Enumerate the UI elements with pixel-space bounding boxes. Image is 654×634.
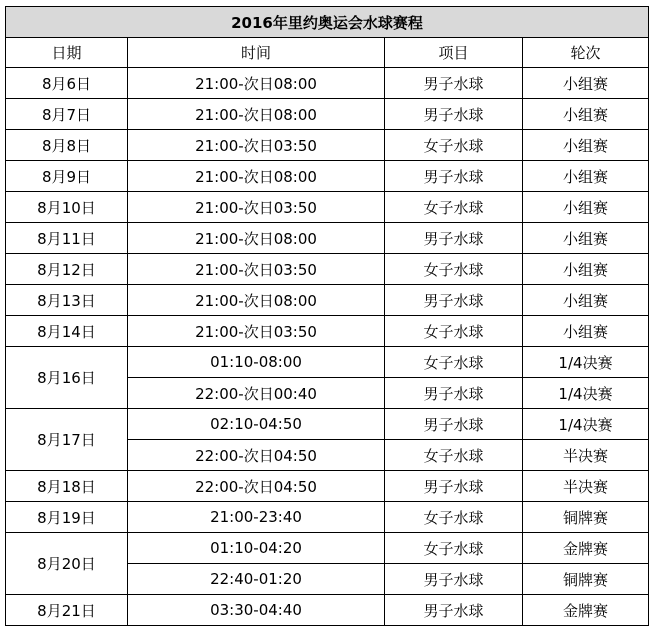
event-cell: 男子水球 — [385, 68, 523, 99]
event-cell: 男子水球 — [385, 285, 523, 316]
time-cell: 21:00-次日03:50 — [128, 254, 385, 285]
round-cell: 半决赛 — [523, 440, 649, 471]
time-cell: 01:10-08:00 — [128, 347, 385, 378]
table-row — [6, 502, 649, 533]
header-row — [6, 38, 649, 68]
time-cell: 21:00-次日08:00 — [128, 68, 385, 99]
date-cell: 8月21日 — [6, 595, 128, 626]
table-row — [6, 409, 649, 440]
round-cell: 铜牌赛 — [523, 564, 649, 595]
time-cell: 22:00-次日04:50 — [128, 440, 385, 471]
table-row — [6, 316, 649, 347]
time-cell: 22:00-次日04:50 — [128, 471, 385, 502]
table-row — [6, 130, 649, 161]
date-cell: 8月13日 — [6, 285, 128, 316]
event-cell: 男子水球 — [385, 595, 523, 626]
event-cell: 女子水球 — [385, 347, 523, 378]
event-cell: 女子水球 — [385, 440, 523, 471]
table-row — [6, 223, 649, 254]
time-cell: 22:00-次日00:40 — [128, 378, 385, 409]
event-cell: 男子水球 — [385, 409, 523, 440]
round-cell: 小组赛 — [523, 192, 649, 223]
date-cell: 8月17日 — [6, 409, 128, 471]
event-cell: 男子水球 — [385, 99, 523, 130]
round-cell: 铜牌赛 — [523, 502, 649, 533]
event-cell: 女子水球 — [385, 254, 523, 285]
event-cell: 女子水球 — [385, 533, 523, 564]
date-cell: 8月20日 — [6, 533, 128, 595]
event-cell: 女子水球 — [385, 130, 523, 161]
date-cell: 8月16日 — [6, 347, 128, 409]
table-row — [6, 161, 649, 192]
round-cell: 小组赛 — [523, 285, 649, 316]
table-row — [6, 533, 649, 564]
round-cell: 小组赛 — [523, 130, 649, 161]
header-date: 日期 — [6, 38, 128, 68]
date-cell: 8月7日 — [6, 99, 128, 130]
event-cell: 女子水球 — [385, 502, 523, 533]
time-cell: 21:00-次日08:00 — [128, 285, 385, 316]
round-cell: 小组赛 — [523, 99, 649, 130]
time-cell: 21:00-次日03:50 — [128, 192, 385, 223]
event-cell: 女子水球 — [385, 316, 523, 347]
table-row — [6, 347, 649, 378]
time-cell: 21:00-次日08:00 — [128, 223, 385, 254]
date-cell: 8月19日 — [6, 502, 128, 533]
table-row — [6, 68, 649, 99]
time-cell: 21:00-次日08:00 — [128, 99, 385, 130]
date-cell: 8月10日 — [6, 192, 128, 223]
header-event: 项目 — [385, 38, 523, 68]
table-row — [6, 471, 649, 502]
round-cell: 小组赛 — [523, 254, 649, 285]
round-cell: 1/4决赛 — [523, 409, 649, 440]
round-cell: 小组赛 — [523, 68, 649, 99]
event-cell: 男子水球 — [385, 223, 523, 254]
round-cell: 小组赛 — [523, 316, 649, 347]
schedule-table — [5, 6, 649, 626]
table-row — [6, 254, 649, 285]
round-cell: 金牌赛 — [523, 533, 649, 564]
round-cell: 小组赛 — [523, 223, 649, 254]
event-cell: 女子水球 — [385, 192, 523, 223]
event-cell: 男子水球 — [385, 564, 523, 595]
date-cell: 8月12日 — [6, 254, 128, 285]
date-cell: 8月11日 — [6, 223, 128, 254]
round-cell: 1/4决赛 — [523, 347, 649, 378]
date-cell: 8月9日 — [6, 161, 128, 192]
table-title: 2016年里约奥运会水球赛程 — [6, 7, 649, 38]
header-time: 时间 — [128, 38, 385, 68]
time-cell: 21:00-次日08:00 — [128, 161, 385, 192]
round-cell: 半决赛 — [523, 471, 649, 502]
time-cell: 21:00-次日03:50 — [128, 316, 385, 347]
schedule-body — [6, 68, 649, 626]
header-round: 轮次 — [523, 38, 649, 68]
event-cell: 男子水球 — [385, 471, 523, 502]
date-cell: 8月8日 — [6, 130, 128, 161]
round-cell: 小组赛 — [523, 161, 649, 192]
title-row — [6, 7, 649, 38]
time-cell: 22:40-01:20 — [128, 564, 385, 595]
time-cell: 02:10-04:50 — [128, 409, 385, 440]
event-cell: 男子水球 — [385, 378, 523, 409]
time-cell: 03:30-04:40 — [128, 595, 385, 626]
time-cell: 21:00-次日03:50 — [128, 130, 385, 161]
table-row — [6, 99, 649, 130]
round-cell: 1/4决赛 — [523, 378, 649, 409]
date-cell: 8月14日 — [6, 316, 128, 347]
time-cell: 01:10-04:20 — [128, 533, 385, 564]
event-cell: 男子水球 — [385, 161, 523, 192]
table-row — [6, 285, 649, 316]
round-cell: 金牌赛 — [523, 595, 649, 626]
time-cell: 21:00-23:40 — [128, 502, 385, 533]
table-row — [6, 192, 649, 223]
date-cell: 8月6日 — [6, 68, 128, 99]
table-row — [6, 595, 649, 626]
date-cell: 8月18日 — [6, 471, 128, 502]
